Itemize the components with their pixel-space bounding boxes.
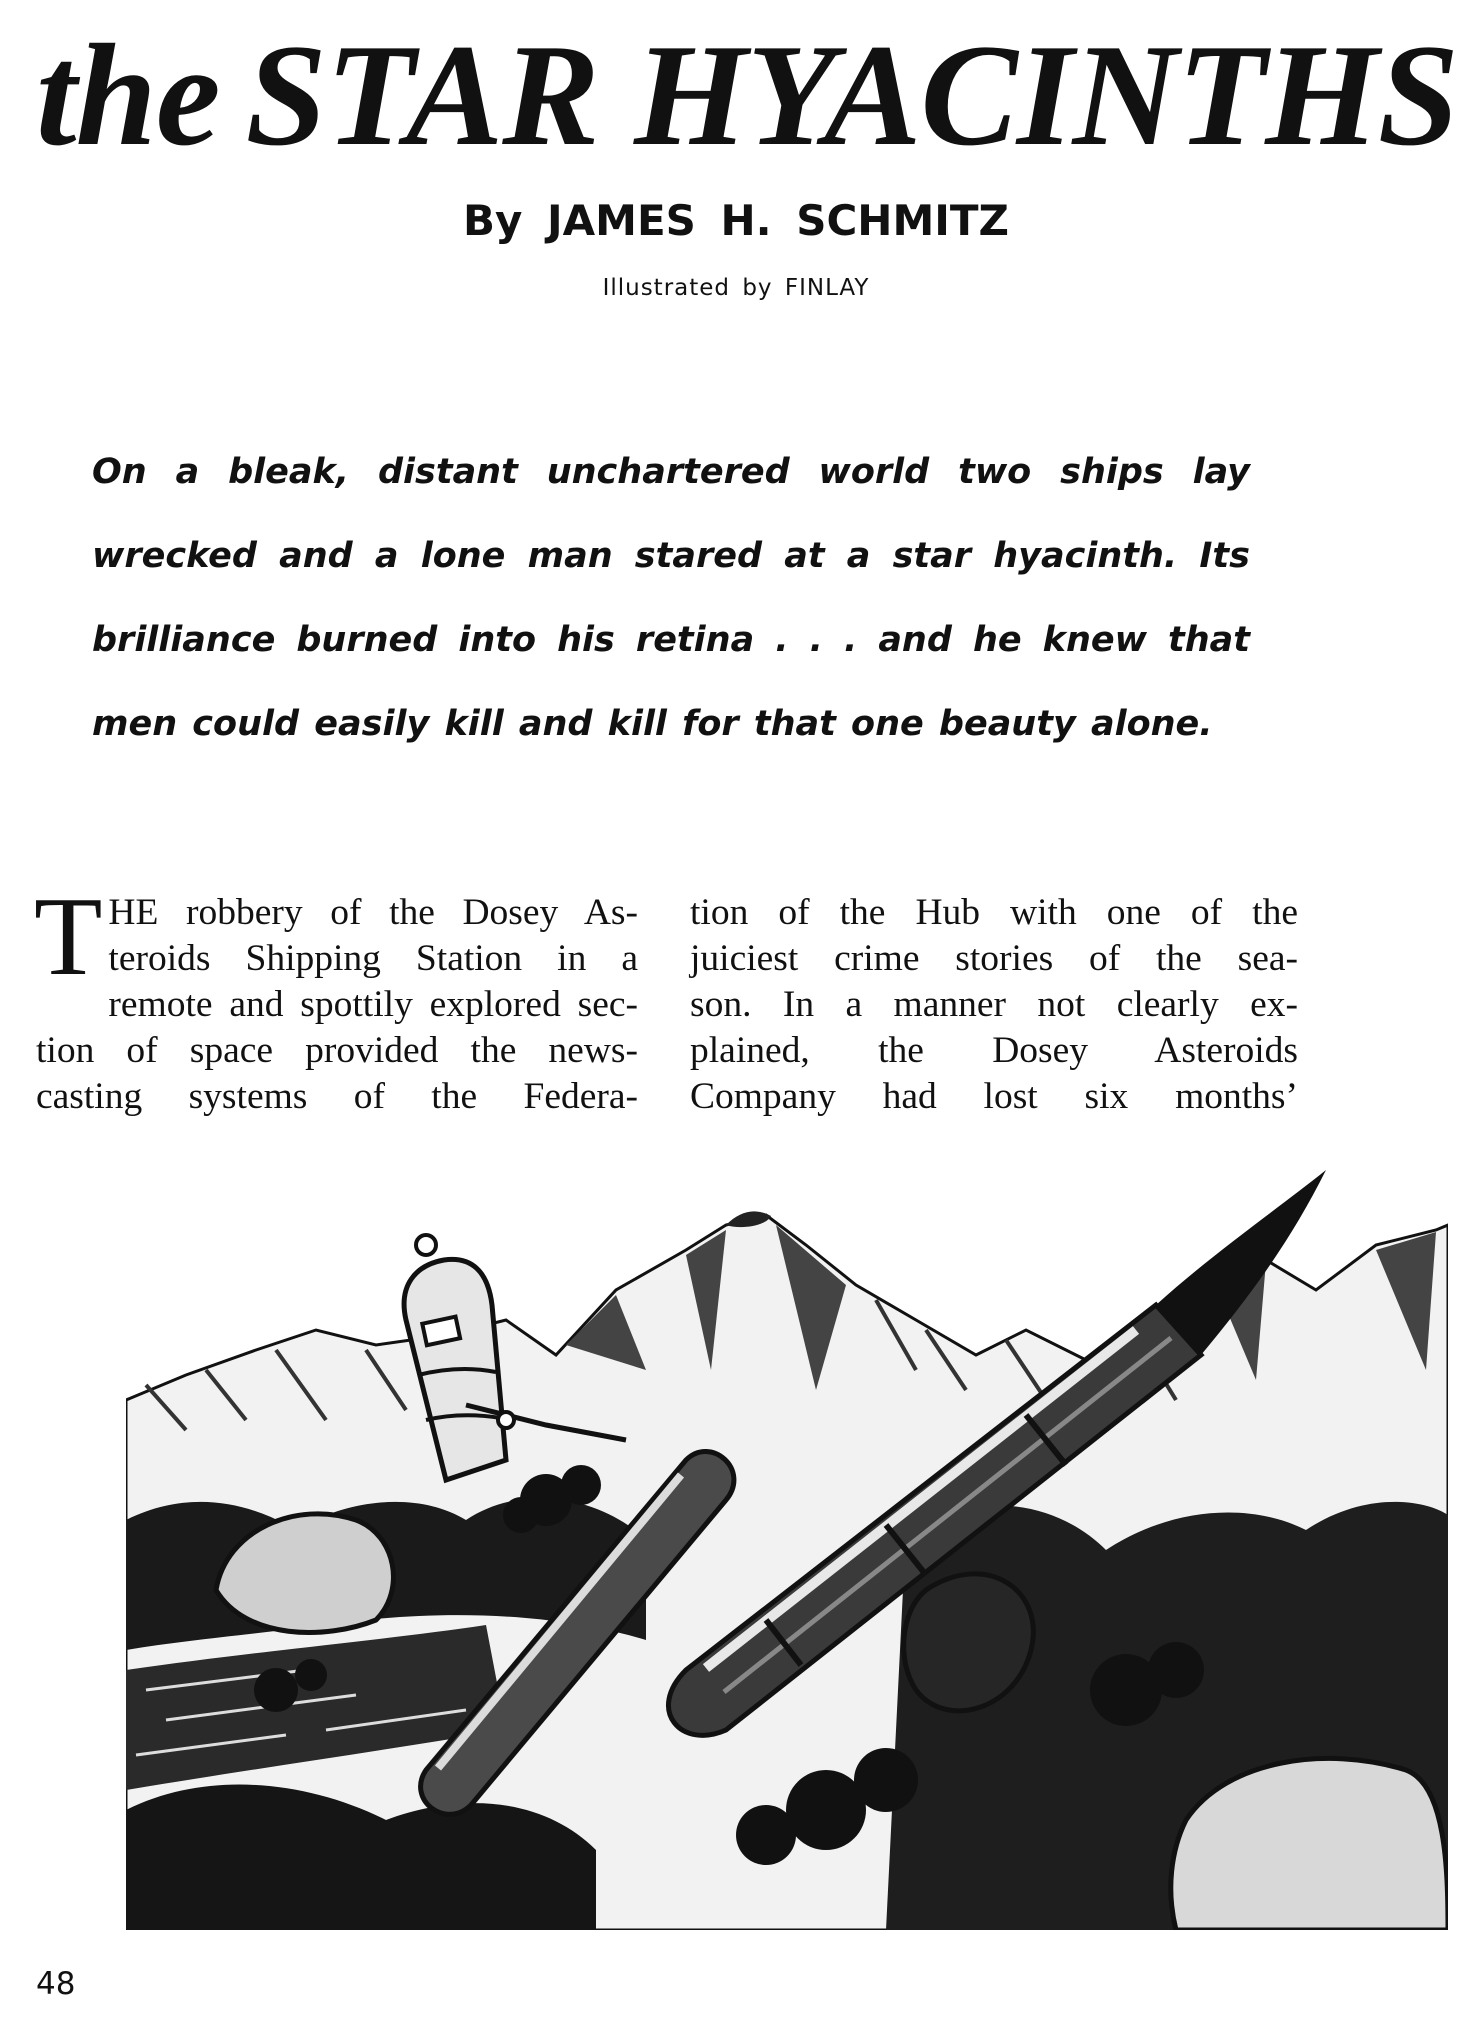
author-byline: By JAMES H. SCHMITZ — [463, 196, 1009, 245]
story-blurb — [92, 442, 1250, 778]
body-line: plained, the Dosey Asteroids — [690, 1030, 1298, 1071]
body-line: juiciest crime stories of the sea- — [690, 938, 1298, 979]
body-line: teroids Shipping Station in a — [108, 938, 638, 979]
drop-cap: T — [34, 875, 103, 999]
rocket-landscape-illustration — [126, 1170, 1448, 1930]
body-line: Company had lost six months’ — [690, 1076, 1298, 1117]
body-line: casting systems of the Federa- — [36, 1076, 638, 1117]
body-line: tion of space provided the news- — [36, 1030, 638, 1071]
body-line: son. In a manner not clearly ex- — [690, 984, 1298, 1025]
body-line: tion of the Hub with one of the — [690, 892, 1298, 933]
title-main: STAR HYACINTHS — [245, 14, 1459, 176]
body-line: remote and spottily explored sec- — [108, 984, 638, 1025]
blurb-line: wrecked and a lone man stared at a star hyacinth. Its — [92, 536, 1250, 576]
story-title — [36, 14, 1459, 176]
title-prefix: the — [36, 14, 220, 176]
body-column-left — [34, 875, 638, 1120]
body-line: HE robbery of the Dosey As- — [108, 892, 638, 933]
blurb-line: brilliance burned into his retina . . . and he knew that — [92, 620, 1250, 660]
illustrator-credit: Illustrated by FINLAY — [602, 275, 870, 301]
body-column-right — [690, 890, 1298, 1120]
blurb-line: men could easily kill and kill for that one beauty alone. — [92, 704, 1213, 744]
blurb-line: On a bleak, distant unchartered world two ships lay — [92, 452, 1250, 492]
page-number: 48 — [36, 1966, 76, 2002]
